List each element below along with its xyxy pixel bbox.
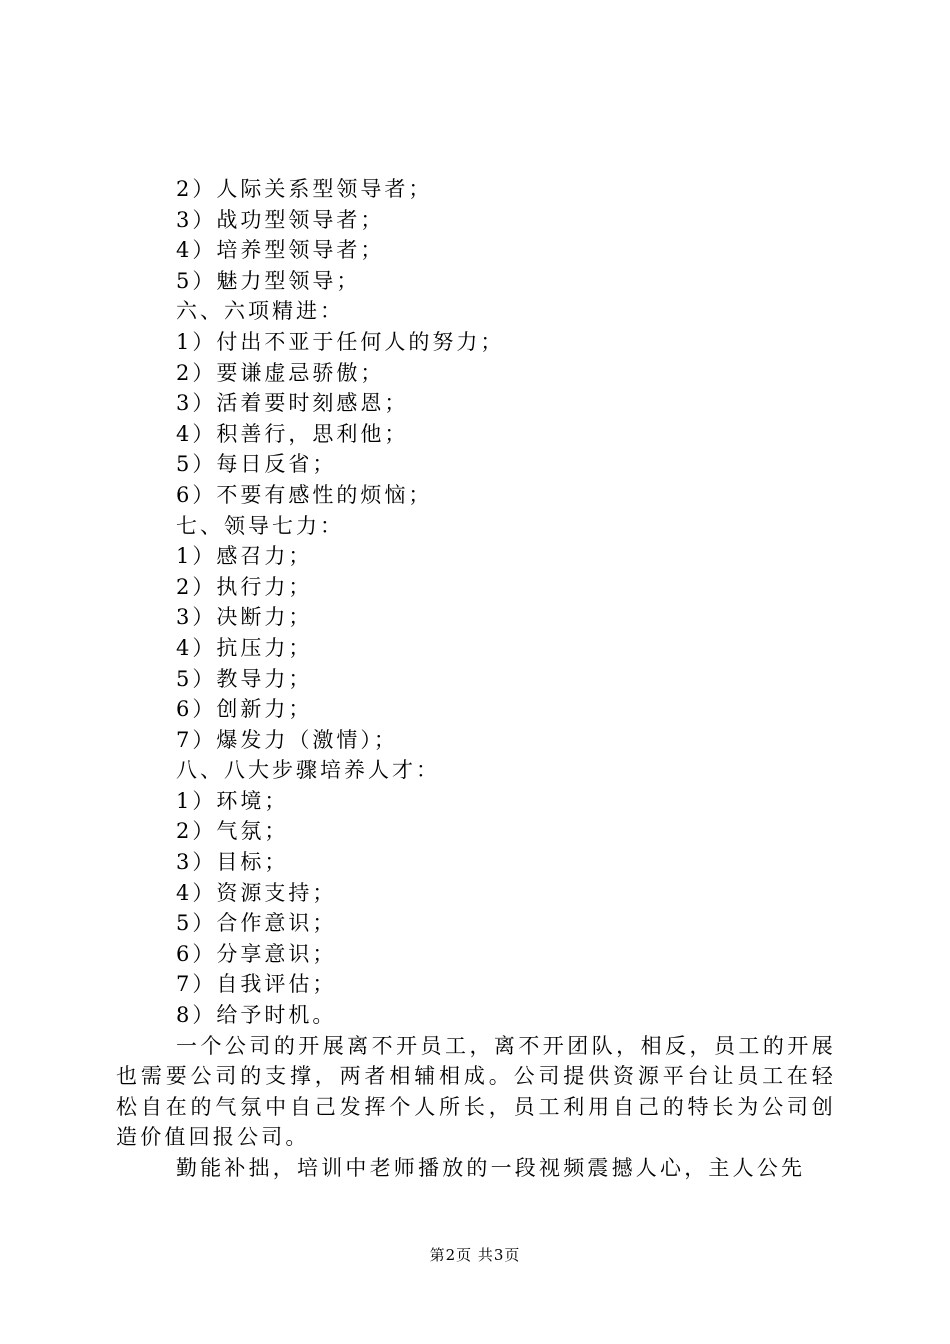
section-heading: 六、六项精进： xyxy=(176,299,344,324)
list-item: 3）目标； xyxy=(176,850,289,875)
list-item: 1）环境； xyxy=(176,788,289,813)
list-item: 7）爆发力（激情）； xyxy=(176,727,398,752)
list-item: 2）气氛； xyxy=(176,819,289,844)
list-item: 6）创新力； xyxy=(176,697,313,722)
list-item: 7）自我评估； xyxy=(176,972,337,997)
list-item: 3）决断力； xyxy=(176,605,313,630)
document-body xyxy=(116,174,836,1184)
page-footer: 第2页 共3页 xyxy=(429,1246,521,1264)
list-item: 4）培养型领导者； xyxy=(176,238,385,263)
section-heading: 八、八大步骤培养人才： xyxy=(176,758,440,783)
list-item: 2）要谦虚忌骄傲； xyxy=(176,360,385,385)
section-heading: 七、领导七力： xyxy=(176,513,344,538)
list-item: 3）活着要时刻感恩； xyxy=(176,391,409,416)
list-item: 1）付出不亚于任何人的努力； xyxy=(176,329,505,354)
list-item: 4）资源支持； xyxy=(176,880,337,905)
list-item: 1）感召力； xyxy=(176,544,313,569)
list-item: 4）积善行，思利他； xyxy=(176,421,409,446)
list-item: 5）每日反省； xyxy=(176,452,337,477)
list-item: 2）执行力； xyxy=(176,574,313,599)
list-item: 3）战功型领导者； xyxy=(176,207,385,232)
list-item: 5）合作意识； xyxy=(176,911,337,936)
list-item: 5）魅力型领导； xyxy=(176,268,361,293)
list-item: 6）分享意识； xyxy=(176,941,337,966)
body-paragraph: 一个公司的开展离不开员工，离不开团队，相反，员工的开展也需要公司的支撑，两者相辅相成。公司提供资源平台让员工在轻松自在的气氛中自己发挥个人所长，员工利用自己的特长为公司创造价值回报公司。 xyxy=(116,1033,836,1150)
list-item: 4）抗压力； xyxy=(176,635,313,660)
list-item: 5）教导力； xyxy=(176,666,313,691)
list-item: 2）人际关系型领导者； xyxy=(176,177,433,201)
list-item: 8）给予时机。 xyxy=(176,1003,337,1028)
list-item: 6）不要有感性的烦恼； xyxy=(176,482,433,507)
body-paragraph: 勤能补拙，培训中老师播放的一段视频震撼人心，主人公先 xyxy=(176,1156,806,1180)
